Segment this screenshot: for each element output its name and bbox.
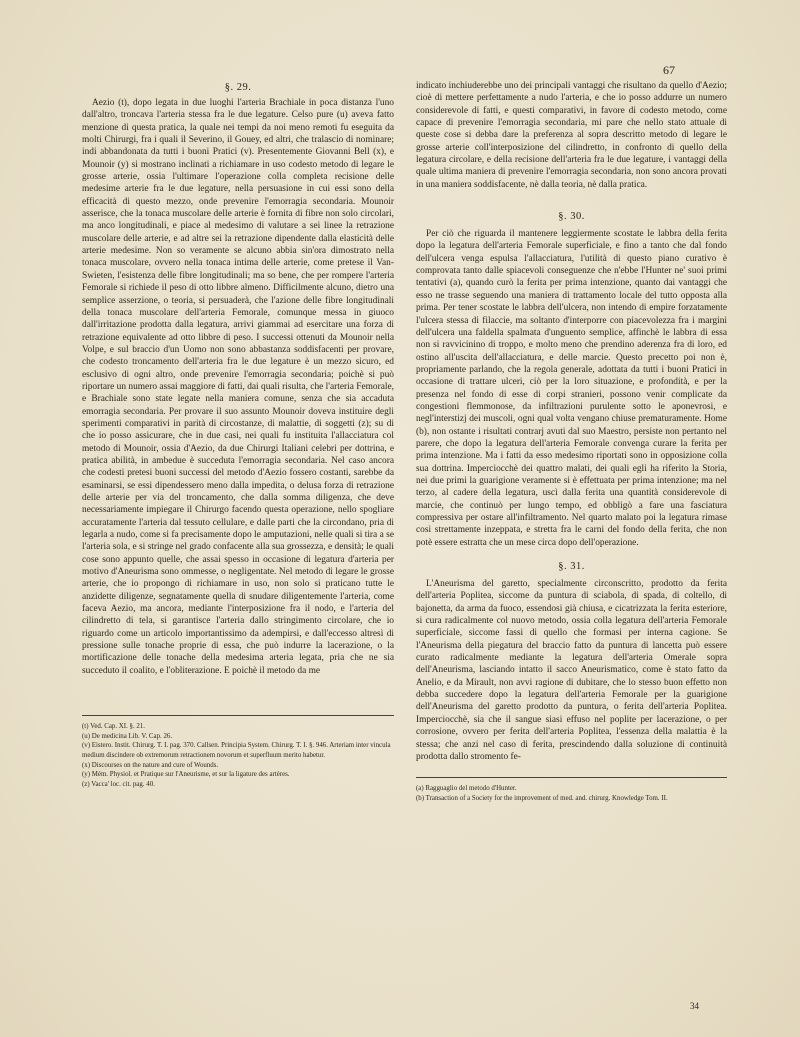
left-column xyxy=(82,0,394,789)
footnote-rule xyxy=(82,715,394,716)
section-29-title: §. 29. xyxy=(224,82,252,93)
section-29-continuation: indicato inchiuderebbe uno dei principali vantaggi che risultano da quello d'Aezio; cioè di mettere perfettamente a nudo l'arteria, e che io posso addurre un numero considerevole di fatti, e questi comparativi, in favore di codesto metodo, come capace di prevenire l'emorragia secondaria, mi pare che nello stato attuale di queste cose si debba dare la preferenza al sopra descritto metodo di legare le grosse arterie coll'interposizione del cilindretto, in confronto di quello della legatura circolare, e della recisione dell'arteria fra le due legature, i vantaggi della quale ultima maniera di prevenire l'emorragia secondaria, non sono ancora provati in una maniera soddisfacente, nè dalla teoria, nè dalla pratica. xyxy=(416,81,727,190)
section-31-title: §. 31. xyxy=(558,561,585,573)
footnote-z: (z) Vacca' loc. cit. pag. 40. xyxy=(82,780,155,788)
footnote-rule xyxy=(416,777,727,778)
footnote-b: (b) Transaction of a Society for the improvement of med. and. chirurg. Knowledge Tom. II. xyxy=(416,794,668,802)
section-30-body: Per ciò che riguarda il mantenere leggiermente scostate le labbra della ferita dopo la legatura dell'arteria Femorale superficiale, e fino a tanto che dal fondo dell'ulcera venga espulsa l'allacciatura, l'utilità di questo piano curativo è comprovata tanto dalle spiacevoli conseguenze che n'ebbe l'Hunter ne' suoi primi tentativi (a), quando curò la ferita per prima intenzione, quanto dai vantaggi che esso ne trasse seguendo una maniera di trattamento locale del tutto opposta alla prima. Per tener scostate le labbra dell'ulcera, non intendo di empire forzatamente l'ulcera stessa di filaccie, ma soltanto d'interporre con piacevolezza fra i margini dell'ulcera una faldella spalmata d'unguento semplice, affinchè le labbra di essa non si ravvicinino di troppo, e molto meno che prendino aderenza fra di loro, ed ostino all'uscita dell'allacciatura, e delle marcie. Questo precetto poi non è, propriamente parlando, che la regola generale, adottata da tutti i buoni Pratici in occasione di trattare ulceri, ciò per la loro situazione, e profondità, e per la presenza nel fondo di esse di corpi stranieri, possono venir complicate da congestioni flemmonose, da infiltrazioni purulente sotto le aponevrosi, e negl'interstizj dei muscoli, ogni qual volta vengano chiuse prematuramente. Home (b), non ostante i risultati contrarj avuti dal suo Maestro, persiste non pertanto nel parere, che dopo la legatura dell'arteria Femorale convenga curare la ferita per prima intenzione. Ma i fatti da esso medesimo riportati sono in opposizione colla sua dottrina. Imperciocchè dei quattro malati, dei quali egli ha riferito la Storia, nei due primi la guarigione veramente si è effettuata per prima intenzione; ma nel terzo, al cadere della legatura, uscì dalla ferita una quantità considerevole di marcie, che continuò per lungo tempo, ed obbligò a fare una fasciatura compressiva per ostare all'infiltramento. Nel quarto malato poi la legatura rimase così strettamente inzeppata, e stretta fra le carni del fondo della ferita, che non potè essere estratta che un mese circa dopo dell'operazione. xyxy=(416,229,727,548)
right-column xyxy=(416,0,727,803)
footnote-t: (t) Ved. Cap. XI. §. 21. xyxy=(82,723,146,731)
footnote-v: (v) Eistero. Instit. Chirurg. T. I. pag. 370. Callsen. Principia System. Chirurg. T. I. §. 946. Arteriam inter vincula medium discindere ob extremorum retractionem novorum et superfluum merito habetur. xyxy=(82,742,391,759)
signature-mark: 34 xyxy=(690,1001,699,1011)
footnote-a: (a) Ragguaglio del metodo d'Hunter. xyxy=(416,785,517,793)
footnote-u: (u) De medicina Lib. V. Cap. 26. xyxy=(82,732,173,740)
page-number: 67 xyxy=(663,63,675,77)
section-30-title: §. 30. xyxy=(558,211,585,223)
left-footnotes xyxy=(82,722,394,789)
footnote-y: (y) Mém. Physiol. et Pratique sur l'Aneurisme, et sur la ligature des artères. xyxy=(82,771,290,779)
section-31-body: L'Aneurisma del garetto, specialmente circonscritto, prodotto da ferita dell'arteria Poplitea, siccome da puntura di sciabola, di spada, di coltello, di bajonetta, da arma da fuoco, essendosi già chiusa, e cicatrizzata la ferita esteriore, si cura radicalmente col nuovo metodo, ossia colla legatura dell'arteria Femorale superficiale, siccome fassi di quello che formasi per interna cagione. Se l'Aneurisma della piegatura del braccio fatto da puntura di lancetta può essere curato radicalmente mediante la legatura dell'arteria Omerale sopra dell'Aneurisma, lasciando intatto il sacco Aneurismatico, come è stato fatto da Anelio, e da Mirault, non avvi ragione di dubitare, che lo stesso buon effetto non debba succedere dopo la legatura dell'arteria Femorale per la guarigione dell'Aneurisma del garetto prodotto da puntura, o ferita dell'arteria Poplitea. Imperciocchè, sia che il sangue siasi effuso nel poplite per lacerazione, o per corrosione, ovvero per ferita dell'arteria Poplitea, l'essenza della malattia è la stessa; che anzi nel caso di ferita, prescindendo dalla soluzione di continuità prodotta dallo stromento fe- xyxy=(416,579,727,762)
footnote-x: (x) Discourses on the nature and cure of Wounds. xyxy=(82,761,219,769)
section-29-body: Aezio (t), dopo legata in due luoghi l'arteria Brachiale in poca distanza l'uno dall'altro, troncava l'arteria stessa fra le due legature. Celso pure (u) aveva fatto menzione di questa pratica, la quale nei tempi da noi meno remoti fu eseguita da molti Chirurgi, fra i quali il Severino, il Gouey, ed altri, che tralascio di nominare; indi abbandonata da tutti i buoni Pratici (v). Presentemente Giovanni Bell (x), e Mounoir (y) si mostrano inclinati a richiamare in uso codesto metodo di legare le grosse arterie, ossia l'ultimare l'operazione colla completa recisione delle medesime arterie fra le due legature, nella persuasione in cui essi sono della efficacità di questo mezzo, onde prevenire l'emorragia secondaria. Mounoir asserisce, che la tonaca muscolare delle arterie è fornita di fibre non solo circolari, ma anco longitudinali, e piace al medesimo di valutare a sei linee la retrazione muscolare delle arterie, e ad altre sei la retrazione dipendente dalla elasticità delle arterie medesime. Non so veramente se alcuno abbia sin'ora dimostrato nella tonaca muscolare, ovvero nella tonaca intima delle arterie, come pretese il Van-Swieten, l'esistenza delle fibre longitudinali; ma so bene, che per rompere l'arteria Femorale si richiede il peso di otto libbre almeno. Difficilmente alcuno, dietro una semplice asserzione, o teoria, si persuaderà, che l'azione delle fibre longitudinali della tonaca muscolare dell'arteria Femorale, comunque messa in giuoco dall'irritazione prodotta dalla legatura, arrivi giammai ad esercitare una forza di retrazione equivalente ad otto libbre di peso. I successi ottenuti da Mounoir nella Volpe, e sul braccio d'un Uomo non sono abbastanza soddisfacenti per provare, che codesto troncamento dell'arteria fra le due legature è un mezzo sicuro, ed esclusivo di ogni altro, onde prevenire l'emorragia secondaria; poichè si può riportare un numero assai maggiore di fatti, dai quali risulta, che l'arteria Femorale, e Brachiale sono state legate nella maniera comune, senza che sia accaduta emorragia secondaria. Per provare il suo assunto Mounoir doveva instituire degli sperimenti comparativi in parità di circostanze, di malattie, di soggetti (z); su di che io posso assicurare, che in due casi, nei quali fu instituita l'allacciatura col metodo di Mounoir, ossia d'Aezio, da due Chirurgi Italiani celebri per dottrina, e pratica abilità, in ambedue è succeduta l'emorragia secondaria. Nel caso ancora che codesti pretesi buoni successi del metodo d'Aezio fossero costanti, sarebbe da esaminarsi, se essi dipendessero meno dalla impedita, o delusa forza di retrazione delle arterie per via del troncamento, che dalla somma diligenza, che deve necessariamente impiegare il Chirurgo facendo questa operazione, nello spogliare accuratamente l'arteria dal tessuto cellulare, e dalle parti che la circondano, pria di legarla a nudo, come si fa precisamente dopo le amputazioni, nelle quali si tira a se l'arteria sola, e si stringe nel grado confacente alla sua grossezza, e densità; le quali cose sono appunto quelle, che assai spesso in occasione di legatura d'arteria per motivo d'Aneurisma sono ommesse, o negligentate. Nel metodo di legare le grosse arterie, che io propongo di richiamare in uso, non solo si praticano tutte le anzidette diligenze, segnatamente quella di snudare diligentemente l'arteria, come faceva Aezio, ma ancora, mediante l'interposizione fra il nodo, e l'arteria del cilindretto di tela, si garantisce l'arteria dallo stringimento circolare, che io riguardo come un articolo importantissimo da adempirsi, e dall'eccesso altresì di pressione sulle tonache proprie di essa, che può indurre la lacerazione, o la mortificazione delle tonache della medesima arteria legata, pria che ne sia succeduto il coalito, e l'obliterazione. E poichè il metodo da me xyxy=(82,98,394,676)
right-footnotes xyxy=(416,784,727,803)
